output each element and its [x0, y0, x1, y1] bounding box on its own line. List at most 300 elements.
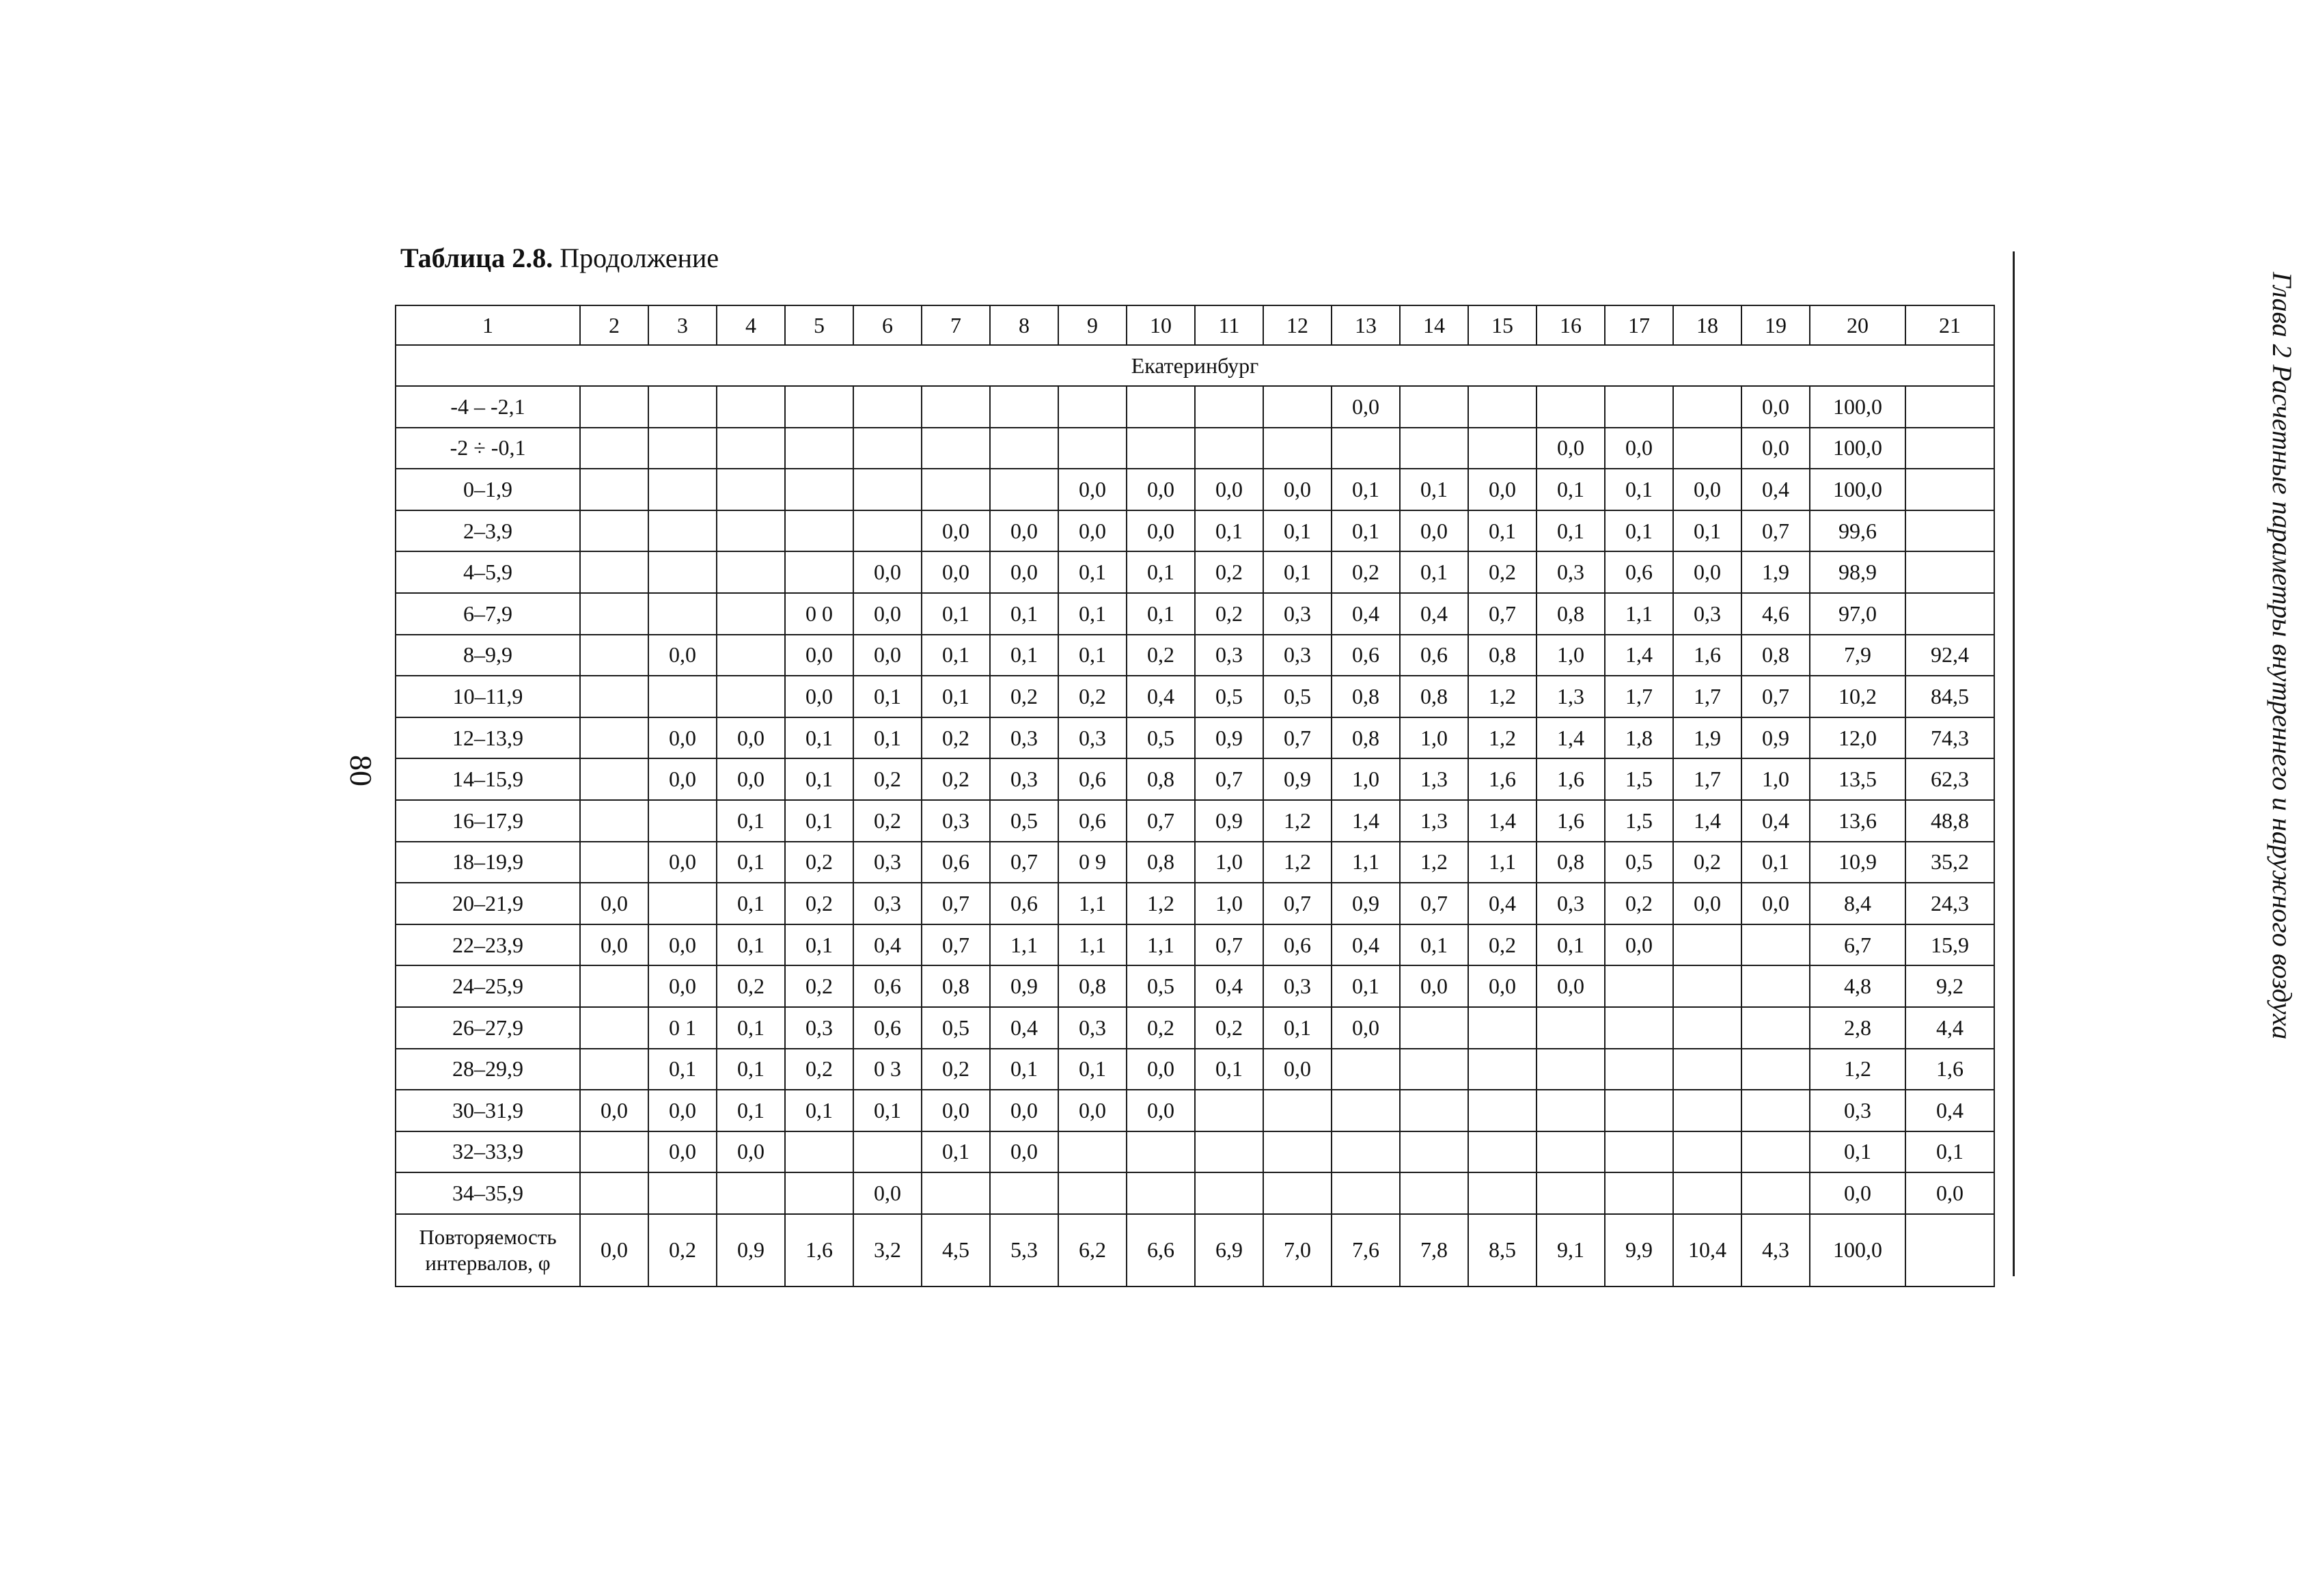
- table-cell: 0,1: [990, 1049, 1058, 1090]
- table-cell: [785, 510, 853, 552]
- column-header: 1: [396, 305, 580, 345]
- table-cell: 1,1: [1058, 924, 1127, 966]
- table-cell: 0,0: [1127, 1090, 1195, 1131]
- table-cell: 0,1: [717, 924, 785, 966]
- table-cell: 92,4: [1905, 635, 1994, 676]
- table-cell: 0,2: [1127, 635, 1195, 676]
- table-cell: 0,0: [648, 1090, 717, 1131]
- table-cell: 0,1: [1263, 1007, 1332, 1049]
- table-cell: 1,0: [1741, 758, 1810, 800]
- table-cell: 0,1: [1605, 469, 1673, 510]
- table-cell: 0,0: [1810, 1172, 1905, 1214]
- table-cell: [648, 1172, 717, 1214]
- table-cell: 0,0: [1537, 428, 1605, 469]
- table-cell: 0,8: [1468, 635, 1537, 676]
- table-cell: 0,4: [1905, 1090, 1994, 1131]
- table-cell: 0,8: [1058, 965, 1127, 1007]
- table-cell: 100,0: [1810, 1214, 1905, 1287]
- row-label: 10–11,9: [396, 676, 580, 717]
- table-cell: 0,0: [922, 510, 990, 552]
- table-cell: 100,0: [1810, 469, 1905, 510]
- table-cell: [853, 469, 922, 510]
- table-cell: 0,0: [648, 924, 717, 966]
- table-cell: 1,0: [1537, 635, 1605, 676]
- table-cell: [853, 510, 922, 552]
- table-row: [396, 386, 1994, 428]
- table-cell: [1332, 1049, 1400, 1090]
- table-cell: [580, 717, 648, 759]
- table-cell: [648, 551, 717, 593]
- table-cell: 0,1: [785, 1090, 853, 1131]
- table-cell: [990, 386, 1058, 428]
- table-cell: 0,1: [1195, 510, 1263, 552]
- table-cell: [1263, 386, 1332, 428]
- table-cell: 0,1: [785, 758, 853, 800]
- table-cell: 0,0: [1673, 551, 1741, 593]
- table-cell: 1,7: [1673, 676, 1741, 717]
- table-cell: 0,7: [1127, 800, 1195, 842]
- table-cell: 0,0: [1058, 1090, 1127, 1131]
- table-cell: [717, 469, 785, 510]
- table-cell: 1,2: [1810, 1049, 1905, 1090]
- table-cell: [717, 593, 785, 635]
- row-label: 0–1,9: [396, 469, 580, 510]
- table-cell: [1468, 1131, 1537, 1173]
- table-cell: [1058, 386, 1127, 428]
- table-cell: 0,6: [853, 965, 922, 1007]
- table-row: [396, 924, 1994, 966]
- table-cell: 2,8: [1810, 1007, 1905, 1049]
- table-cell: [1195, 428, 1263, 469]
- table-caption-label: Таблица 2.8.: [400, 243, 553, 273]
- table-cell: [1263, 1090, 1332, 1131]
- running-head-rule: [2013, 251, 2015, 1276]
- table-cell: 0,4: [1741, 469, 1810, 510]
- table-cell: [580, 800, 648, 842]
- table-cell: 1,3: [1400, 800, 1468, 842]
- table-cell: 9,2: [1905, 965, 1994, 1007]
- table-cell: 0,1: [990, 635, 1058, 676]
- table-cell: 0,5: [922, 1007, 990, 1049]
- row-label: Повторяемость интервалов, φ: [396, 1214, 580, 1287]
- table-cell: 13,5: [1810, 758, 1905, 800]
- table-cell: [1905, 593, 1994, 635]
- table-cell: 0,1: [922, 593, 990, 635]
- table-cell: [648, 800, 717, 842]
- table-cell: 0,0: [648, 758, 717, 800]
- row-label: 30–31,9: [396, 1090, 580, 1131]
- table-cell: 0,0: [648, 717, 717, 759]
- table-cell: [580, 842, 648, 883]
- table-cell: [785, 386, 853, 428]
- table-row: [396, 428, 1994, 469]
- table-cell: 0,9: [990, 965, 1058, 1007]
- table-cell: [785, 1172, 853, 1214]
- row-label: 32–33,9: [396, 1131, 580, 1173]
- table-row: [396, 676, 1994, 717]
- table-cell: 0,7: [1263, 883, 1332, 924]
- table-cell: 1,2: [1468, 676, 1537, 717]
- table-cell: 0,1: [717, 1007, 785, 1049]
- table-cell: 1,6: [785, 1214, 853, 1287]
- table-cell: 0,0: [1468, 965, 1537, 1007]
- table-cell: 4,3: [1741, 1214, 1810, 1287]
- running-head: Глава 2 Расчетные параметры внутреннего и наружного воздуха: [2267, 272, 2298, 1040]
- table-cell: 6,7: [1810, 924, 1905, 966]
- table-cell: 0,2: [1468, 551, 1537, 593]
- table-cell: [1905, 1214, 1994, 1287]
- table-row: [396, 883, 1994, 924]
- table-cell: [1468, 1049, 1537, 1090]
- table-cell: [1741, 924, 1810, 966]
- table-cell: 0,3: [1195, 635, 1263, 676]
- table-cell: 0,5: [1195, 676, 1263, 717]
- table-row: [396, 510, 1994, 552]
- table-cell: 0,5: [1127, 717, 1195, 759]
- city-row: [396, 345, 1994, 386]
- table-cell: [785, 551, 853, 593]
- table-cell: [1332, 1131, 1400, 1173]
- table-cell: 0,5: [1263, 676, 1332, 717]
- table-cell: 74,3: [1905, 717, 1994, 759]
- table-cell: 0,7: [1263, 717, 1332, 759]
- table-cell: [1673, 1172, 1741, 1214]
- table-cell: 1,6: [1537, 800, 1605, 842]
- table-cell: 0,7: [1195, 924, 1263, 966]
- table-cell: [580, 1172, 648, 1214]
- row-label: 18–19,9: [396, 842, 580, 883]
- table-cell: 0,3: [853, 842, 922, 883]
- table-cell: 0,0: [1400, 965, 1468, 1007]
- table-cell: 0,1: [785, 717, 853, 759]
- table-cell: 0,0: [853, 551, 922, 593]
- table-cell: 1,6: [1468, 758, 1537, 800]
- table-cell: 0,2: [1127, 1007, 1195, 1049]
- table-cell: 0,2: [1195, 593, 1263, 635]
- table-cell: [580, 510, 648, 552]
- table-cell: 1,2: [1263, 842, 1332, 883]
- table-row: [396, 842, 1994, 883]
- column-number-row: [396, 305, 1994, 345]
- table-cell: 8,4: [1810, 883, 1905, 924]
- table-cell: 0,2: [1195, 1007, 1263, 1049]
- table-cell: [1905, 551, 1994, 593]
- table-cell: [1195, 1090, 1263, 1131]
- table-cell: [1673, 1131, 1741, 1173]
- table-cell: 0,2: [785, 1049, 853, 1090]
- table-cell: 0,1: [648, 1049, 717, 1090]
- table-cell: 0,0: [580, 924, 648, 966]
- table-cell: 1,1: [990, 924, 1058, 966]
- table-row: [396, 593, 1994, 635]
- row-label: 2–3,9: [396, 510, 580, 552]
- table-cell: 0,0: [648, 635, 717, 676]
- table-cell: 0,0: [1673, 469, 1741, 510]
- column-header: 15: [1468, 305, 1537, 345]
- table-cell: 10,2: [1810, 676, 1905, 717]
- table-cell: [1673, 1090, 1741, 1131]
- table-cell: 0,5: [1605, 842, 1673, 883]
- table-cell: 6,9: [1195, 1214, 1263, 1287]
- table-cell: [580, 1049, 648, 1090]
- table-cell: 0,0: [1058, 510, 1127, 552]
- column-header: 13: [1332, 305, 1400, 345]
- table-row: [396, 1007, 1994, 1049]
- table-cell: [1127, 1172, 1195, 1214]
- column-header: 12: [1263, 305, 1332, 345]
- table-cell: 0,1: [1058, 1049, 1127, 1090]
- row-label: 26–27,9: [396, 1007, 580, 1049]
- table-cell: 0,7: [1468, 593, 1537, 635]
- row-label: 4–5,9: [396, 551, 580, 593]
- table-cell: 1,1: [1127, 924, 1195, 966]
- table-cell: [648, 593, 717, 635]
- table-cell: 1,0: [1400, 717, 1468, 759]
- summary-row: [396, 1214, 1994, 1287]
- table-cell: [1673, 428, 1741, 469]
- table-cell: [580, 758, 648, 800]
- table-cell: 1,2: [1400, 842, 1468, 883]
- table-cell: 9,1: [1537, 1214, 1605, 1287]
- table-cell: 10,9: [1810, 842, 1905, 883]
- table-cell: 6,2: [1058, 1214, 1127, 1287]
- table-cell: [785, 1131, 853, 1173]
- table-cell: [1195, 1172, 1263, 1214]
- column-header: 16: [1537, 305, 1605, 345]
- table-cell: 0,0: [785, 635, 853, 676]
- table-cell: 0,0: [1673, 883, 1741, 924]
- table-cell: 12,0: [1810, 717, 1905, 759]
- table-cell: 0,0: [717, 717, 785, 759]
- table-cell: [648, 676, 717, 717]
- table-cell: [1673, 924, 1741, 966]
- table-cell: 0,0: [1127, 510, 1195, 552]
- table-cell: [1127, 386, 1195, 428]
- table-cell: 0,0: [990, 1131, 1058, 1173]
- table-cell: 0,1: [717, 883, 785, 924]
- table-cell: 0,1: [1810, 1131, 1905, 1173]
- table-cell: [1605, 1049, 1673, 1090]
- table-cell: [648, 510, 717, 552]
- table-cell: 1,1: [1468, 842, 1537, 883]
- table-cell: [1263, 1131, 1332, 1173]
- table-cell: 0,1: [1058, 635, 1127, 676]
- table-cell: [1332, 1172, 1400, 1214]
- table-cell: [1537, 1172, 1605, 1214]
- table-cell: 0,6: [1400, 635, 1468, 676]
- table-cell: [580, 469, 648, 510]
- table-cell: [648, 469, 717, 510]
- table-cell: 0,0: [1741, 386, 1810, 428]
- table-cell: 0,0: [1263, 469, 1332, 510]
- table-cell: 0,7: [1741, 676, 1810, 717]
- table-cell: 0,2: [785, 965, 853, 1007]
- table-cell: 10,4: [1673, 1214, 1741, 1287]
- table-cell: 0,4: [1127, 676, 1195, 717]
- table-cell: 0,1: [1127, 593, 1195, 635]
- table-cell: 0,0: [990, 551, 1058, 593]
- table-row: [396, 635, 1994, 676]
- table-cell: [580, 676, 648, 717]
- table-cell: [1905, 386, 1994, 428]
- table-cell: 0,0: [1605, 924, 1673, 966]
- table-cell: 1,4: [1332, 800, 1400, 842]
- table-cell: 0,0: [922, 1090, 990, 1131]
- row-label: -4 – -2,1: [396, 386, 580, 428]
- table-cell: 4,4: [1905, 1007, 1994, 1049]
- table-cell: 0,1: [1332, 510, 1400, 552]
- row-label: 8–9,9: [396, 635, 580, 676]
- table-cell: [1058, 428, 1127, 469]
- table-cell: 0 3: [853, 1049, 922, 1090]
- table-cell: [1332, 1090, 1400, 1131]
- table-cell: 0,1: [853, 717, 922, 759]
- table-cell: 0,1: [853, 1090, 922, 1131]
- table-cell: 0,0: [1127, 1049, 1195, 1090]
- table-row: [396, 965, 1994, 1007]
- table-cell: 1,5: [1605, 800, 1673, 842]
- table-cell: [1605, 1007, 1673, 1049]
- table-cell: 0,3: [1673, 593, 1741, 635]
- table-cell: 1,6: [1537, 758, 1605, 800]
- table-cell: [1400, 428, 1468, 469]
- row-label: 6–7,9: [396, 593, 580, 635]
- table-cell: 0,7: [922, 883, 990, 924]
- table-cell: 0 1: [648, 1007, 717, 1049]
- table-cell: 0,6: [922, 842, 990, 883]
- table-cell: 0,4: [990, 1007, 1058, 1049]
- table-cell: [580, 1007, 648, 1049]
- table-cell: [1673, 1007, 1741, 1049]
- table-cell: 0,1: [1605, 510, 1673, 552]
- table-cell: 0,1: [785, 800, 853, 842]
- table-cell: 0,1: [717, 800, 785, 842]
- table-cell: 0,3: [1058, 717, 1127, 759]
- table-cell: 84,5: [1905, 676, 1994, 717]
- table-cell: 0,6: [1058, 758, 1127, 800]
- table-cell: [785, 469, 853, 510]
- table-cell: 0,1: [922, 635, 990, 676]
- column-header: 10: [1127, 305, 1195, 345]
- row-label: 34–35,9: [396, 1172, 580, 1214]
- table-cell: [1905, 469, 1994, 510]
- table-cell: [580, 1131, 648, 1173]
- table-cell: 0,8: [1400, 676, 1468, 717]
- table-cell: [1605, 1172, 1673, 1214]
- table-cell: [1537, 1049, 1605, 1090]
- table-cell: 0,1: [1537, 510, 1605, 552]
- table-cell: 100,0: [1810, 386, 1905, 428]
- table-cell: 1,3: [1537, 676, 1605, 717]
- table-cell: 0,6: [1263, 924, 1332, 966]
- table-cell: 0,9: [717, 1214, 785, 1287]
- table-cell: [648, 386, 717, 428]
- table-cell: [648, 883, 717, 924]
- table-caption: [400, 240, 719, 276]
- table-cell: [1605, 965, 1673, 1007]
- table-cell: 0,2: [922, 717, 990, 759]
- table-cell: 1,2: [1127, 883, 1195, 924]
- table-cell: 0,1: [1058, 551, 1127, 593]
- table-cell: [922, 386, 990, 428]
- table-cell: 0,1: [1905, 1131, 1994, 1173]
- column-header: 3: [648, 305, 717, 345]
- table-cell: 0,1: [1195, 1049, 1263, 1090]
- table-cell: 0,1: [1332, 965, 1400, 1007]
- table-cell: [1058, 1131, 1127, 1173]
- table-cell: 0,0: [922, 551, 990, 593]
- table-cell: [1741, 1090, 1810, 1131]
- table-row: [396, 800, 1994, 842]
- table-cell: [1400, 1090, 1468, 1131]
- table-cell: 0,3: [1263, 593, 1332, 635]
- table-cell: [1332, 428, 1400, 469]
- table-cell: [785, 428, 853, 469]
- table-cell: 3,2: [853, 1214, 922, 1287]
- table-cell: 0,0: [853, 635, 922, 676]
- table-cell: 0,3: [990, 717, 1058, 759]
- table-cell: 1,0: [1195, 883, 1263, 924]
- table-cell: [1673, 386, 1741, 428]
- table-cell: 0,0: [1127, 469, 1195, 510]
- table-cell: 0,3: [1058, 1007, 1127, 1049]
- table-cell: 0,5: [990, 800, 1058, 842]
- table-cell: 0,1: [922, 1131, 990, 1173]
- column-header: 17: [1605, 305, 1673, 345]
- table-cell: 0,7: [922, 924, 990, 966]
- table-cell: [922, 469, 990, 510]
- table-cell: 7,9: [1810, 635, 1905, 676]
- table-cell: [1537, 386, 1605, 428]
- table-cell: 8,5: [1468, 1214, 1537, 1287]
- table-cell: 0,3: [990, 758, 1058, 800]
- table-cell: [1400, 1172, 1468, 1214]
- table-cell: 62,3: [1905, 758, 1994, 800]
- row-label: 24–25,9: [396, 965, 580, 1007]
- table-cell: 0,0: [648, 842, 717, 883]
- table-cell: 0,4: [1332, 593, 1400, 635]
- table-cell: 13,6: [1810, 800, 1905, 842]
- table-cell: [1741, 1172, 1810, 1214]
- table-cell: 1,1: [1058, 883, 1127, 924]
- table-cell: [580, 593, 648, 635]
- table-cell: 0,2: [853, 758, 922, 800]
- table-cell: 0,3: [1810, 1090, 1905, 1131]
- table-cell: 0,2: [717, 965, 785, 1007]
- table-cell: 9,9: [1605, 1214, 1673, 1287]
- table-cell: 0,6: [1605, 551, 1673, 593]
- table-cell: 0,3: [1263, 635, 1332, 676]
- table-cell: [1537, 1131, 1605, 1173]
- table-cell: 0,0: [853, 1172, 922, 1214]
- table-cell: [648, 428, 717, 469]
- table-cell: [1195, 386, 1263, 428]
- table-cell: 1,1: [1605, 593, 1673, 635]
- table-cell: [853, 428, 922, 469]
- table-cell: [922, 428, 990, 469]
- table-cell: 0,1: [1332, 469, 1400, 510]
- column-header: 8: [990, 305, 1058, 345]
- table-cell: [1263, 1172, 1332, 1214]
- table-cell: 98,9: [1810, 551, 1905, 593]
- table-cell: 1,6: [1905, 1049, 1994, 1090]
- table-cell: 100,0: [1810, 428, 1905, 469]
- table-cell: [1468, 428, 1537, 469]
- table-cell: 1,2: [1468, 717, 1537, 759]
- table-cell: 1,2: [1263, 800, 1332, 842]
- table-cell: 35,2: [1905, 842, 1994, 883]
- table-cell: [580, 551, 648, 593]
